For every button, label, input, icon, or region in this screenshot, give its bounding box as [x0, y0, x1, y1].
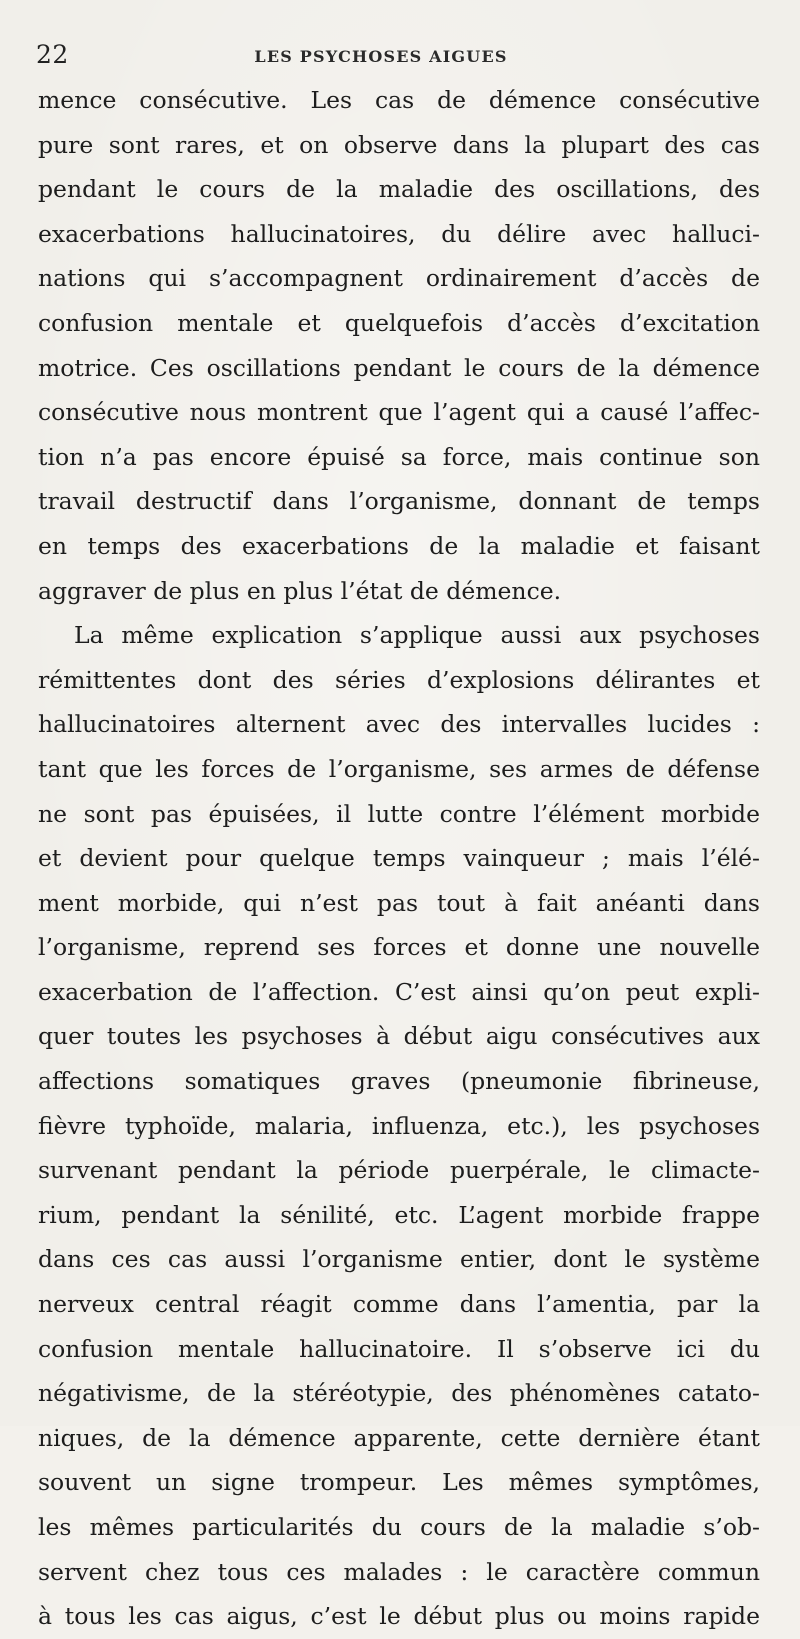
text-line: tant que les forces de l’organisme, ses armes de défense [38, 754, 760, 783]
text-line: les mêmes particularités du cours de la maladie s’ob- [38, 1513, 760, 1541]
text-line: rium, pendant la sénilité, etc. L’agent morbide frappe [38, 1200, 760, 1229]
text-line: à tous les cas aigus, c’est le début plus ou moins rapide [38, 1602, 760, 1631]
paragraph-end-line: aggraver de plus en plus l’état de démence. [38, 576, 562, 605]
text-line: hallucinatoires alternent avec des intervalles lucides : [38, 710, 760, 739]
text-line: survenant pendant la période puerpérale, le climacte- [38, 1156, 760, 1185]
text-line: l’organisme, reprend ses forces et donne une nouvelle [38, 933, 760, 962]
text-line: exacerbations hallucinatoires, du délire avec halluci- [38, 219, 760, 248]
text-line: travail destructif dans l’organisme, donnant de temps [38, 487, 760, 516]
text-line: confusion mentale hallucinatoire. Il s’observe ici du [38, 1334, 760, 1363]
text-line: ne sont pas épuisées, il lutte contre l’élément morbide [38, 799, 760, 828]
paragraph-start-line: La même explication s’applique aussi aux psychoses [74, 621, 760, 650]
body-text [38, 78, 760, 1639]
text-line: niques, de la démence apparente, cette dernière étant [38, 1423, 760, 1452]
text-line: affections somatiques graves (pneumonie fibrineuse, [38, 1067, 760, 1096]
text-line: fièvre typhoïde, malaria, influenza, etc.), les psychoses [38, 1111, 760, 1140]
text-line: nations qui s’accompagnent ordinairement d’accès de [38, 264, 760, 293]
text-line: négativisme, de la stéréotypie, des phénomènes catato- [38, 1379, 760, 1408]
text-line: dans ces cas aussi l’organisme entier, dont le système [38, 1245, 760, 1274]
text-line: confusion mentale et quelquefois d’accès d’excitation [38, 308, 760, 337]
text-line: servent chez tous ces malades : le caractère commun [38, 1557, 760, 1586]
text-line: nerveux central réagit comme dans l’amentia, par la [38, 1290, 760, 1319]
text-line: ment morbide, qui n’est pas tout à fait anéanti dans [38, 888, 760, 917]
text-line: mence consécutive. Les cas de démence consécutive [38, 86, 760, 114]
text-line: pure sont rares, et on observe dans la plupart des cas [38, 130, 760, 159]
text-line: motrice. Ces oscillations pendant le cours de la démence [38, 353, 760, 382]
text-line: pendant le cours de la maladie des oscillations, des [38, 175, 760, 204]
text-line: exacerbation de l’affection. C’est ainsi qu’on peut expli- [38, 977, 760, 1006]
text-line: souvent un signe trompeur. Les mêmes symptômes, [38, 1468, 760, 1497]
text-line: en temps des exacerbations de la maladie et faisant [38, 531, 760, 560]
text-line: tion n’a pas encore épuisé sa force, mais continue son [38, 442, 760, 471]
text-line: et devient pour quelque temps vainqueur ; mais l’élé- [38, 844, 760, 873]
page-header [36, 40, 760, 72]
page-number: 22 [36, 40, 69, 69]
text-line: quer toutes les psychoses à début aigu consécutives aux [38, 1022, 760, 1051]
text-line: consécutive nous montrent que l’agent qui a causé l’affec- [38, 398, 760, 427]
text-line: rémittentes dont des séries d’explosions délirantes et [38, 665, 760, 694]
running-head: LES PSYCHOSES AIGUES [254, 47, 508, 66]
